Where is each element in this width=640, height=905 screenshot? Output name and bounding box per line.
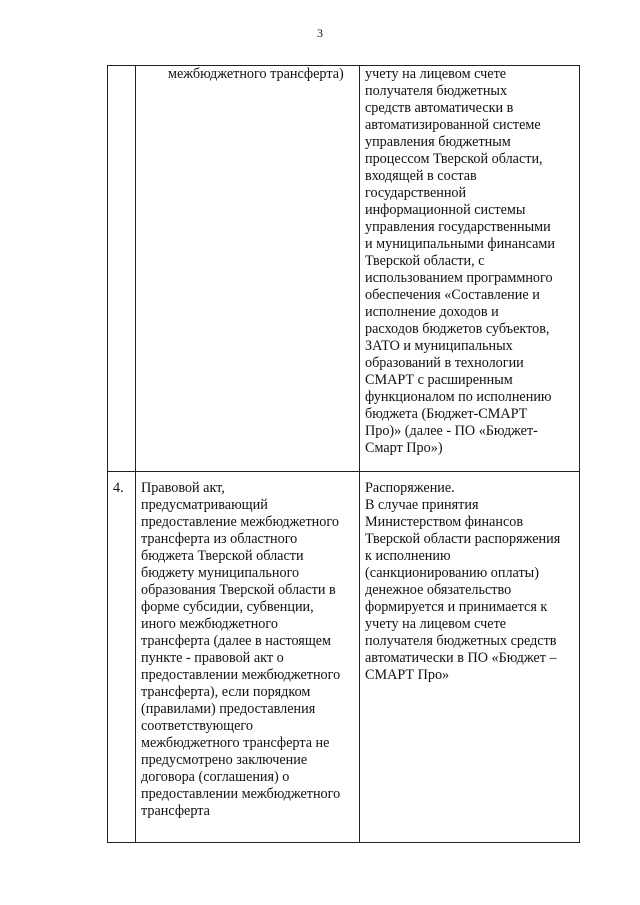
procedure-text: Распоряжение. В случае принятия Министерством финансов Тверской области распоряжения к исполнению (санкционированию оплаты) денежное обязательство формируется и принимается к учету на лицевом счете получателя бюджетных средств автоматически в ПО «Бюджет – СМАРТ Про»: [365, 480, 561, 683]
document-name-cell: [136, 472, 360, 843]
procedure-text: учету на лицевом счете получателя бюджетных средств автоматически в автоматизированной системе управления бюджетным процессом Тверской области, входящей в состав государственной информационной системы управления государственными и муниципальными финансами Тверской области, с использованием программного обеспечения «Составление и исполнение доходов и расходов бюджетов субъектов, ЗАТО и муниципальных образований в технологии СМАРТ с расширенным функционалом по исполнению бюджета (Бюджет-СМАРТ Про)» (далее - ПО «Бюджет- Смарт Про»): [365, 66, 555, 456]
document-table: [107, 65, 580, 843]
row-number-cell: [108, 66, 136, 472]
row-number: 4.: [113, 480, 124, 496]
row-number-cell: [108, 472, 136, 843]
document-name-cell: [136, 66, 360, 472]
procedure-cell: [360, 66, 580, 472]
procedure-cell: [360, 472, 580, 843]
page-number: 3: [317, 26, 323, 40]
table-row: [108, 66, 580, 472]
document-name-text: Правовой акт, предусматривающий предоставление межбюджетного трансферта из областного бюджета Тверской области бюджету муниципального образования Тверской области в форме субсидии, субвенции, иного межбюджетного трансферта (далее в настоящем пункте - правовой акт о предоставлении межбюджетного трансферта), если порядком (правилами) предоставления соответствующего межбюджетного трансферта не предусмотрено заключение договора (соглашения) о предоставлении межбюджетного трансферта: [141, 480, 341, 819]
table-row: [108, 472, 580, 843]
document-name-text: межбюджетного трансферта): [168, 66, 344, 82]
